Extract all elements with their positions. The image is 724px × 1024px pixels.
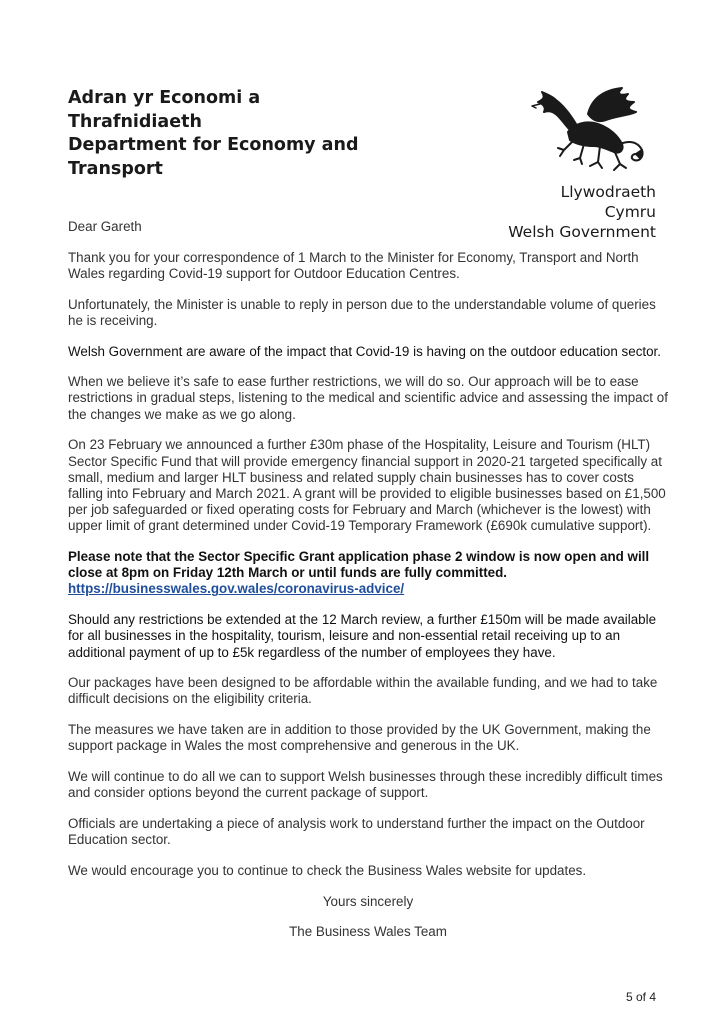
page-number: 5 of 4 xyxy=(625,990,656,1004)
paragraph-measures: The measures we have taken are in addition to those provided by the UK Government, making the support package in Wales the most comprehensive and generous in the UK. xyxy=(68,722,651,754)
paragraph-restrictions: When we believe it’s safe to ease further restrictions, we will do so. Our approach will be to ease restrictions in gradual steps, listening to the medical and scientific advice and assessing the impact of the changes we make as we go along. xyxy=(68,374,668,422)
paragraph-minister-unable: Unfortunately, the Minister is unable to reply in person due to the understandable volume of queries he is receiving. xyxy=(68,296,656,328)
paragraph-correspondence: Thank you for your correspondence of 1 March to the Minister for Economy, Transport and North Wales regarding Covid-19 support for Outdoor Education Centres. xyxy=(68,249,639,281)
paragraph-further-funding: Should any restrictions be extended at the 12 March review, a further £150m will be made available for all businesses in the hospitality, tourism, leisure and non-essential retail receiving up to an additional payment of up to £5k regardless of the number of employees they have. xyxy=(68,612,657,660)
dept-welsh-line-1: Adran yr Economi a xyxy=(68,88,261,108)
dept-english-line-2: Transport xyxy=(68,158,163,179)
letter-body xyxy=(68,219,668,955)
business-wales-link[interactable]: https://businesswales.gov.wales/coronavirus-advice/ xyxy=(68,581,405,597)
dept-welsh-line-2: Thrafnidiaeth xyxy=(68,111,202,132)
closing: Yours sincerely xyxy=(322,893,414,909)
welsh-dragon-icon xyxy=(530,84,648,176)
logo-text-english: Welsh Government xyxy=(508,223,656,241)
paragraph-hlt-fund: On 23 February we announced a further £30m phase of the Hospitality, Leisure and Tourism (HLT) Sector Specific Fund that will provide emergency financial support in 2020-21 targeted specifically at small, medium and larger HLT business and related supply chain businesses has to cover costs falling into February and March 2021. A grant will be provided to eligible businesses based on £1,500 per job safeguarded or fixed operating costs for February and March (whichever is the lowest) with upper limit of grant determined under Covid-19 Temporary Framework (£690k cumulative support). xyxy=(68,437,666,534)
paragraph-encourage: We would encourage you to continue to check the Business Wales website for updates. xyxy=(68,862,587,878)
logo-text-welsh: Llywodraeth Cymru xyxy=(560,183,656,221)
signature: The Business Wales Team xyxy=(289,924,447,940)
paragraph-impact-awareness: Welsh Government are aware of the impact that Covid-19 is having on the outdoor education sector. xyxy=(68,343,661,359)
paragraph-packages: Our packages have been designed to be affordable within the available funding, and we had to take difficult decisions on the eligibility criteria. xyxy=(68,675,658,707)
paragraph-continue-support: We will continue to do all we can to support Welsh businesses through these incredibly difficult times and consider options beyond the current package of support. xyxy=(68,769,663,801)
paragraph-officials: Officials are undertaking a piece of analysis work to understand further the impact on the Outdoor Education sector. xyxy=(68,815,645,848)
salutation: Dear Gareth xyxy=(68,219,142,234)
grant-notice-text: Please note that the Sector Specific Grant application phase 2 window is now open and will close at 8pm on Friday 12th March or until funds are fully committed. xyxy=(68,549,650,581)
department-heading xyxy=(68,87,408,181)
paragraph-grant-notice xyxy=(68,549,668,598)
dept-english-line-1: Department for Economy and xyxy=(68,135,359,155)
